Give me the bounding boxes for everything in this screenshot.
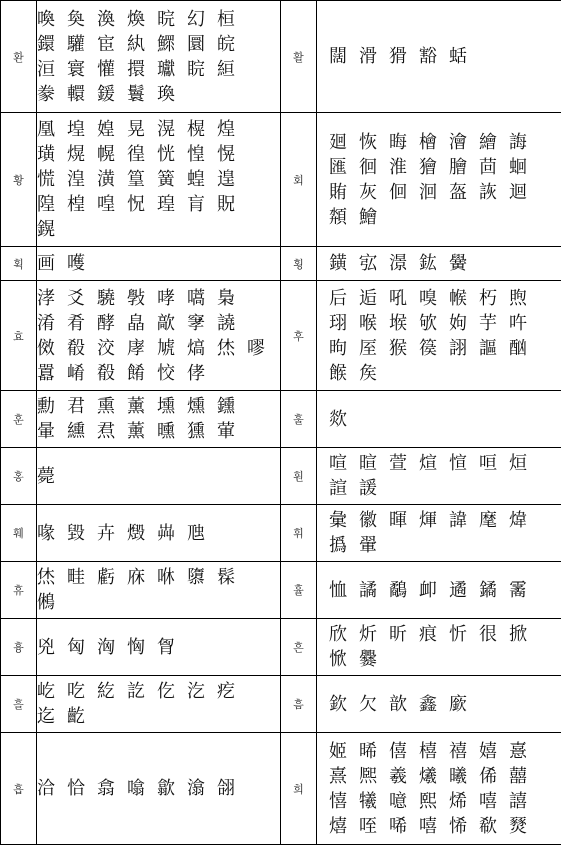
table-row — [1, 448, 561, 505]
right-hanja-cell — [317, 733, 561, 845]
left-reading-cell: 환 — [1, 1, 37, 113]
hanja-line: 囂崤殽餚恔侾 — [37, 361, 280, 386]
hanja-line: 撝翬 — [329, 533, 561, 558]
left-reading-cell: 흡 — [1, 733, 37, 845]
hanja-line: 凰堭媓晃滉榥煌 — [37, 117, 280, 142]
hanja-line: 迄齕 — [37, 704, 280, 729]
table-row — [1, 676, 561, 733]
right-hanja-cell — [317, 113, 561, 247]
table-row — [1, 505, 561, 562]
right-hanja-cell — [317, 448, 561, 505]
hanja-line: 屹吃紇訖仡汔疙 — [37, 679, 280, 704]
right-reading-cell: 활 — [281, 1, 317, 113]
hanja-line: 慌湟潢篁簧蝗遑 — [37, 167, 280, 192]
right-hanja-cell — [317, 562, 561, 619]
left-hanja-cell — [37, 505, 281, 562]
left-reading-cell: 휴 — [1, 562, 37, 619]
hanja-line: 璜熀幌徨恍惶愰 — [37, 142, 280, 167]
hanja-line: 餱矦 — [329, 361, 561, 386]
right-reading-cell: 회 — [281, 113, 317, 247]
hanja-line: 淆肴酵皛歊窙譊 — [37, 311, 280, 336]
table-body — [1, 1, 561, 845]
table-row — [1, 619, 561, 676]
hanja-line: 熺咥唏嘻悕欷燹 — [329, 814, 561, 839]
hanja-line: 彙徽暉煇諱麾煒 — [329, 508, 561, 533]
hanja-line: 喙毀卉燬芔虺 — [37, 521, 280, 546]
hanja-line: 昫厔猴篌詡謳酗 — [329, 336, 561, 361]
left-hanja-cell — [37, 733, 281, 845]
hanja-line: 后逅吼嗅帿朽煦 — [329, 286, 561, 311]
hanja-line: 豢轘鍰鬟瑍 — [37, 82, 280, 107]
right-hanja-cell — [317, 1, 561, 113]
left-hanja-cell — [37, 247, 281, 281]
hanja-line: 頮鱠 — [329, 205, 561, 230]
right-reading-cell: 휼 — [281, 562, 317, 619]
left-reading-cell: 훈 — [1, 391, 37, 448]
table-row — [1, 733, 561, 845]
left-hanja-cell — [37, 448, 281, 505]
right-hanja-cell — [317, 505, 561, 562]
table-row — [1, 1, 561, 113]
hanja-line: 涍爻驍斅哮嚆梟 — [37, 286, 280, 311]
hanja-line: 暈纁焄薰曛獯葷 — [37, 419, 280, 444]
hanja-line: 洽恰翕噏歙潝翖 — [37, 776, 280, 801]
table-row — [1, 281, 561, 391]
right-reading-cell: 훌 — [281, 391, 317, 448]
hanja-line: 欣炘昕痕忻很掀 — [329, 622, 561, 647]
left-hanja-cell — [37, 391, 281, 448]
hanja-line: 諠諼 — [329, 476, 561, 501]
hanja-line: 姬晞僖橲禧嬉憙 — [329, 739, 561, 764]
left-reading-cell: 흉 — [1, 619, 37, 676]
hanja-line: 薨 — [37, 464, 280, 489]
hanja-line: 画嚄 — [37, 251, 280, 276]
right-reading-cell: 흔 — [281, 619, 317, 676]
left-reading-cell: 흘 — [1, 676, 37, 733]
hanja-line: 兇匈洶恟胷 — [37, 635, 280, 660]
right-hanja-cell — [317, 247, 561, 281]
hanja-line: 烋畦虧庥咻隳髹 — [37, 565, 280, 590]
table-row — [1, 562, 561, 619]
right-reading-cell: 훤 — [281, 448, 317, 505]
right-reading-cell: 흠 — [281, 676, 317, 733]
hanja-line: 賄灰佪洄盔詼迴 — [329, 180, 561, 205]
right-reading-cell: 횡 — [281, 247, 317, 281]
hanja-line: 洹寰懽擐瓛睆絙 — [37, 57, 280, 82]
hanja-line: 恤譎鷸卹遹鐍霱 — [329, 578, 561, 603]
left-hanja-cell — [37, 1, 281, 113]
left-hanja-cell — [37, 619, 281, 676]
hanja-line: 欽欠歆鑫廞 — [329, 692, 561, 717]
left-reading-cell: 황 — [1, 113, 37, 247]
left-hanja-cell — [37, 562, 281, 619]
left-hanja-cell — [37, 676, 281, 733]
hanja-line: 熹熈羲爔曦俙囍 — [329, 764, 561, 789]
left-hanja-cell — [37, 113, 281, 247]
right-reading-cell: 희 — [281, 733, 317, 845]
right-hanja-cell — [317, 281, 561, 391]
left-reading-cell: 홍 — [1, 448, 37, 505]
hanja-line: 鐶驩宦紈鰥圜皖 — [37, 32, 280, 57]
hanja-line: 喚奐渙煥晥幻桓 — [37, 7, 280, 32]
table-row — [1, 247, 561, 281]
left-reading-cell: 획 — [1, 247, 37, 281]
right-hanja-cell — [317, 391, 561, 448]
hanja-line: 匯徊淮獪膾茴蛔 — [329, 155, 561, 180]
hanja-line: 闊滑猾豁蛞 — [329, 44, 561, 69]
hanja-line: 珝喉堠欨姁芋吘 — [329, 311, 561, 336]
hanja-line: 喧暄萱煊愃咺烜 — [329, 451, 561, 476]
right-reading-cell: 후 — [281, 281, 317, 391]
hanja-line: 憘犧噫熙烯嘻譆 — [329, 789, 561, 814]
hanja-line: 鎤 — [37, 217, 280, 242]
hanja-line: 鐄宖澋鈜黌 — [329, 251, 561, 276]
right-reading-cell: 휘 — [281, 505, 317, 562]
table-row — [1, 391, 561, 448]
hanja-line: 欻 — [329, 407, 561, 432]
hanja-line: 隍楻喤怳瑝肓貺 — [37, 192, 280, 217]
left-reading-cell: 효 — [1, 281, 37, 391]
hanja-line: 傚殽洨庨虓熇烋嘐 — [37, 336, 280, 361]
hanja-line: 鵂 — [37, 590, 280, 615]
table-row — [1, 113, 561, 247]
hanja-line: 惞爨 — [329, 647, 561, 672]
hanja-line: 勳君熏薰壎燻鑂 — [37, 394, 280, 419]
right-hanja-cell — [317, 619, 561, 676]
right-hanja-cell — [317, 676, 561, 733]
left-hanja-cell — [37, 281, 281, 391]
hanja-line: 廻恢晦檜澮繪誨 — [329, 130, 561, 155]
left-reading-cell: 훼 — [1, 505, 37, 562]
